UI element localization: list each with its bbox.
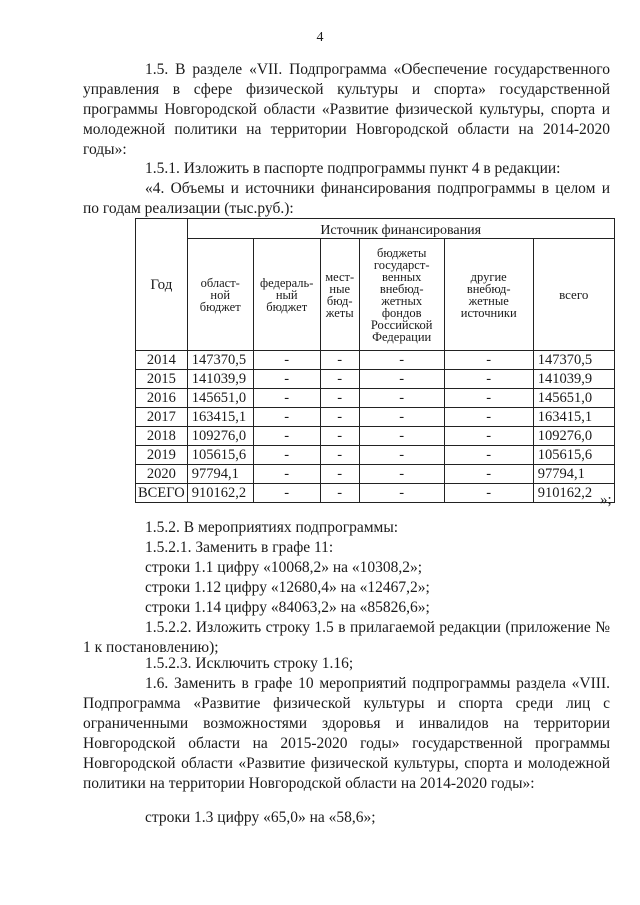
- value-cell: -: [320, 465, 359, 484]
- value-cell: -: [444, 427, 533, 446]
- value-cell: -: [444, 484, 533, 503]
- value-cell: 109276,0: [533, 427, 614, 446]
- value-cell: 105615,6: [187, 446, 253, 465]
- value-cell: -: [253, 484, 320, 503]
- paragraph-1-6: 1.6. Заменить в графе 10 мероприятий подпрограммы раздела «VIII. Подпрограмма «Развитие физической культуры и спорта среди лиц с ограниченными возможностями здоровья и инвалидов на территории Новгородской области на 2015-2020 годы» государственной программы Новгородской области «Развитие физической культуры, спорта и молодежной политики на территории Новгородской области на 2014-2020 годы»:: [83, 675, 610, 792]
- value-cell: -: [320, 389, 359, 408]
- value-cell: 163415,1: [533, 408, 614, 427]
- value-cell: 105615,6: [533, 446, 614, 465]
- year-cell: 2017: [136, 408, 188, 427]
- paragraph-1-5-2: 1.5.2. В мероприятиях подпрограммы:: [145, 519, 399, 536]
- value-cell: -: [444, 370, 533, 389]
- value-cell: -: [320, 408, 359, 427]
- year-cell: 2014: [136, 351, 188, 370]
- value-cell: 141039,9: [187, 370, 253, 389]
- replacement-line-1-14: строки 1.14 цифру «84063,2» на «85826,6»;: [145, 599, 430, 616]
- value-cell: -: [359, 465, 444, 484]
- value-cell: -: [253, 465, 320, 484]
- replacement-line-1-12: строки 1.12 цифру «12680,4» на «12467,2»;: [145, 579, 430, 596]
- value-cell: 141039,9: [533, 370, 614, 389]
- value-cell: -: [444, 408, 533, 427]
- value-cell: -: [320, 427, 359, 446]
- value-cell: 145651,0: [187, 389, 253, 408]
- paragraph-item-4: «4. Объемы и источники финансирования подпрограммы в целом и по годам реализации (тыс.руб.):: [83, 180, 610, 217]
- year-cell: 2020: [136, 465, 188, 484]
- table-body: [136, 351, 615, 503]
- value-cell: -: [359, 408, 444, 427]
- year-cell: 2018: [136, 427, 188, 446]
- replacement-line-1-3: строки 1.3 цифру «65,0» на «58,6»;: [145, 809, 376, 826]
- table-row: [136, 484, 615, 503]
- value-cell: -: [359, 389, 444, 408]
- value-cell: -: [320, 370, 359, 389]
- header-other-sources: другие внебюд- жетные источники: [444, 239, 533, 351]
- value-cell: -: [359, 427, 444, 446]
- page-number: 4: [316, 30, 324, 45]
- value-cell: -: [320, 484, 359, 503]
- value-cell: 97794,1: [187, 465, 253, 484]
- header-year: Год: [136, 219, 188, 351]
- replacement-line-1-1: строки 1.1 цифру «10068,2» на «10308,2»;: [145, 559, 423, 576]
- table-row: [136, 427, 615, 446]
- value-cell: 97794,1: [533, 465, 614, 484]
- header-source: Источник финансирования: [187, 219, 614, 239]
- table-subheader-row: [136, 239, 615, 351]
- year-cell: 2019: [136, 446, 188, 465]
- year-cell: ВСЕГО: [136, 484, 188, 503]
- value-cell: -: [359, 446, 444, 465]
- value-cell: -: [359, 484, 444, 503]
- header-federal-budget: федераль- ный бюджет: [253, 239, 320, 351]
- value-cell: -: [320, 446, 359, 465]
- value-cell: -: [253, 446, 320, 465]
- value-cell: -: [253, 370, 320, 389]
- value-cell: -: [253, 389, 320, 408]
- header-total: всего: [533, 239, 614, 351]
- value-cell: -: [444, 446, 533, 465]
- year-cell: 2015: [136, 370, 188, 389]
- value-cell: -: [320, 351, 359, 370]
- header-local-budgets: мест- ные бюд- жеты: [320, 239, 359, 351]
- financing-table: [135, 218, 615, 503]
- value-cell: -: [253, 408, 320, 427]
- value-cell: 163415,1: [187, 408, 253, 427]
- table-row: [136, 465, 615, 484]
- table-row: [136, 389, 615, 408]
- table-row: [136, 351, 615, 370]
- value-cell: 147370,5: [533, 351, 614, 370]
- value-cell: -: [359, 370, 444, 389]
- value-cell: -: [444, 351, 533, 370]
- table-row: [136, 408, 615, 427]
- paragraph-1-5-2-1: 1.5.2.1. Заменить в графе 11:: [145, 539, 334, 556]
- value-cell: -: [359, 351, 444, 370]
- value-cell: 910162,2: [187, 484, 253, 503]
- year-cell: 2016: [136, 389, 188, 408]
- value-cell: -: [253, 427, 320, 446]
- table-row: [136, 370, 615, 389]
- table-header-row: [136, 219, 615, 239]
- paragraph-1-5: 1.5. В разделе «VII. Подпрограмма «Обеспечение государственного управления в сфере физической культуры и спорта» государственной программы Новгородской области «Развитие физической культуры, спорта и молодежной политики на территории Новгородской области на 2014-2020 годы»:: [83, 61, 610, 158]
- value-cell: -: [253, 351, 320, 370]
- value-cell: 109276,0: [187, 427, 253, 446]
- value-cell: -: [444, 465, 533, 484]
- paragraph-1-5-1: 1.5.1. Изложить в паспорте подпрограммы пункт 4 в редакции:: [145, 160, 561, 177]
- table-row: [136, 446, 615, 465]
- header-regional-budget: област- ной бюджет: [187, 239, 253, 351]
- value-cell: 145651,0: [533, 389, 614, 408]
- value-cell: 910162,2: [533, 484, 614, 503]
- paragraph-1-5-2-3: 1.5.2.3. Исключить строку 1.16;: [145, 655, 354, 672]
- value-cell: -: [444, 389, 533, 408]
- value-cell: 147370,5: [187, 351, 253, 370]
- paragraph-1-5-2-2: 1.5.2.2. Изложить строку 1.5 в прилагаемой редакции (приложение № 1 к постановлению);: [83, 619, 610, 656]
- header-state-funds: бюджеты государст- венных внебюд- жетных фондов Российской Федерации: [359, 239, 444, 351]
- table-closing-mark: »;: [600, 492, 612, 508]
